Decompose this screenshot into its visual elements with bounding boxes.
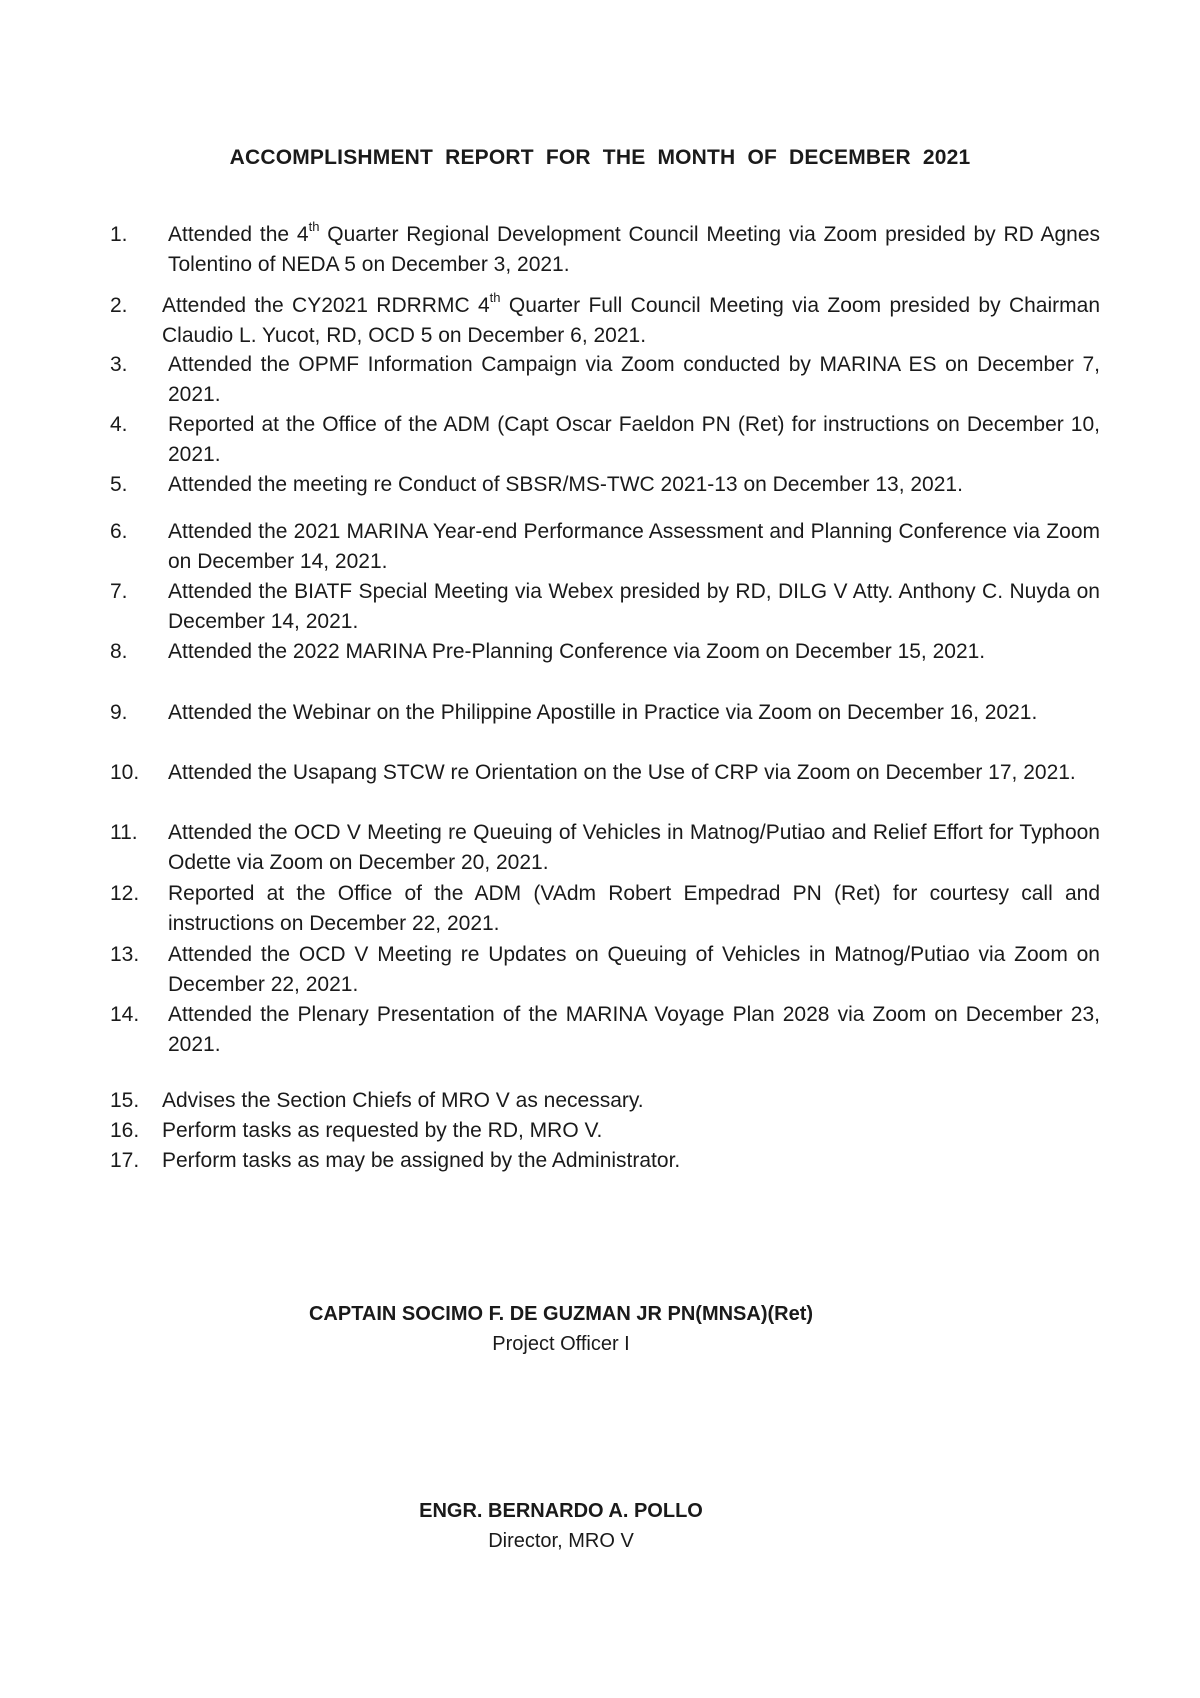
item-text: Advises the Section Chiefs of MRO V as necessary. — [162, 1089, 644, 1112]
item-text: Attended the 4th Quarter Regional Development Council Meeting via Zoom presided by RD Agnes Tolentino of NEDA 5 on December 3, 2021. — [168, 219, 1100, 276]
report-title: ACCOMPLISHMENT REPORT FOR THE MONTH OF DECEMBER 2021 — [229, 146, 971, 169]
item-number: 12. — [110, 882, 140, 905]
item-text: Reported at the Office of the ADM (VAdm Robert Empedrad PN (Ret) for courtesy call and instructions on December 22, 2021. — [168, 882, 1100, 935]
item-text: Attended the OPMF Information Campaign via Zoom conducted by MARINA ES on December 7, 2021. — [168, 353, 1100, 406]
approved-by-position: Director, MRO V — [488, 1530, 634, 1552]
item-text: Reported at the Office of the ADM (Capt Oscar Faeldon PN (Ret) for instructions on December 10, 2021. — [168, 413, 1100, 466]
item-number: 9. — [110, 701, 128, 724]
item-text: Perform tasks as may be assigned by the Administrator. — [162, 1149, 681, 1172]
item-text: Attended the OCD V Meeting re Queuing of Vehicles in Matnog/Putiao and Relief Effort for Typhoon Odette via Zoom on December 20, 2021. — [168, 821, 1100, 874]
item-text: Attended the 2021 MARINA Year-end Performance Assessment and Planning Conference via Zoom on December 14, 2021. — [168, 520, 1100, 573]
item-text: Attended the Usapang STCW re Orientation on the Use of CRP via Zoom on December 17, 2021. — [168, 761, 1076, 784]
item-number: 8. — [110, 640, 128, 663]
item-number: 6. — [110, 520, 128, 543]
ordinal-suffix: th — [308, 219, 320, 234]
item-number: 17. — [110, 1149, 140, 1172]
item-text: Attended the BIATF Special Meeting via Webex presided by RD, DILG V Atty. Anthony C. Nuyda on December 14, 2021. — [168, 580, 1100, 633]
item-number: 2. — [110, 294, 128, 317]
item-number: 3. — [110, 353, 128, 376]
item-number: 13. — [110, 943, 140, 966]
item-number: 10. — [110, 761, 140, 784]
approved-by-name: ENGR. BERNARDO A. POLLO — [419, 1500, 703, 1522]
item-text: Attended the OCD V Meeting re Updates on Queuing of Vehicles in Matnog/Putiao via Zoom on December 22, 2021. — [168, 943, 1100, 996]
item-number: 7. — [110, 580, 128, 603]
item-text: Perform tasks as requested by the RD, MRO V. — [162, 1119, 603, 1142]
item-text: Attended the Webinar on the Philippine Apostille in Practice via Zoom on December 16, 2021. — [168, 701, 1038, 724]
item-number: 1. — [110, 223, 128, 246]
item-number: 16. — [110, 1119, 140, 1142]
item-number: 5. — [110, 473, 128, 496]
item-text: Attended the CY2021 RDRRMC 4th Quarter Full Council Meeting via Zoom presided by Chairman Claudio L. Yucot, RD, OCD 5 on December 6, 2021. — [162, 290, 1100, 347]
item-number: 11. — [110, 821, 138, 844]
ordinal-suffix: th — [489, 290, 501, 305]
item-number: 15. — [110, 1089, 140, 1112]
item-text: Attended the Plenary Presentation of the MARINA Voyage Plan 2028 via Zoom on December 23, 2021. — [168, 1003, 1100, 1056]
prepared-by-position: Project Officer I — [492, 1333, 630, 1355]
item-number: 14. — [110, 1003, 140, 1026]
item-text: Attended the meeting re Conduct of SBSR/MS-TWC 2021-13 on December 13, 2021. — [168, 473, 963, 496]
item-text: Attended the 2022 MARINA Pre-Planning Conference via Zoom on December 15, 2021. — [168, 640, 986, 663]
item-number: 4. — [110, 413, 128, 436]
prepared-by-name: CAPTAIN SOCIMO F. DE GUZMAN JR PN(MNSA)(Ret) — [308, 1303, 814, 1325]
